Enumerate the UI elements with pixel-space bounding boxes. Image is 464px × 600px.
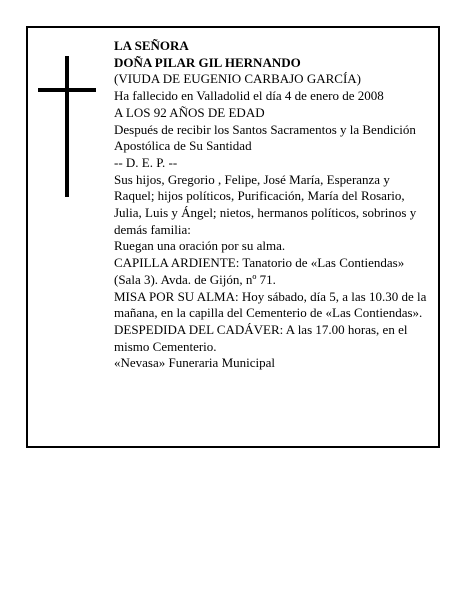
sacraments: Después de recibir los Santos Sacramentos y la Bendición Apostólica de Su Santidad [114,121,416,154]
death-date: Ha fallecido en Valladolid el día 4 de enero de 2008 [114,88,384,104]
notice-text [114,38,432,372]
funeral-home: «Nevasa» Funeraria Municipal [114,355,276,371]
rip: -- D. E. P. -- [114,154,178,170]
cross-vertical-bar [65,56,69,197]
deceased-name: DOÑA PILAR GIL HERNANDO [114,54,301,70]
family: Sus hijos, Gregorio , Felipe, José María, Esperanza y Raquel; hijos políticos, Purificación, María del Rosario, Julia, Luis y Ángel; nietos, hermanos políticos, sobrinos y demás familia: [114,171,417,237]
farewell-info: DESPEDIDA DEL CADÁVER: A las 17.00 horas, en el mismo Cementerio. [114,321,408,354]
deceased-title: LA SEÑORA [114,38,189,53]
cross-horizontal-bar [38,88,96,92]
prayer-request: Ruegan una oración por su alma. [114,238,286,254]
widow-of: (VIUDA DE EUGENIO CARBAJO GARCÍA) [114,71,361,87]
age: A LOS 92 AÑOS DE EDAD [114,104,265,120]
mass-info: MISA POR SU ALMA: Hoy sábado, día 5, a las 10.30 de la mañana, en la capilla del Cementerio de «Las Contiendas». [114,288,427,321]
obituary-notice [26,26,440,448]
chapel-info: CAPILLA ARDIENTE: Tanatorio de «Las Contiendas» (Sala 3). Avda. de Gijón, nº 71. [114,255,405,287]
